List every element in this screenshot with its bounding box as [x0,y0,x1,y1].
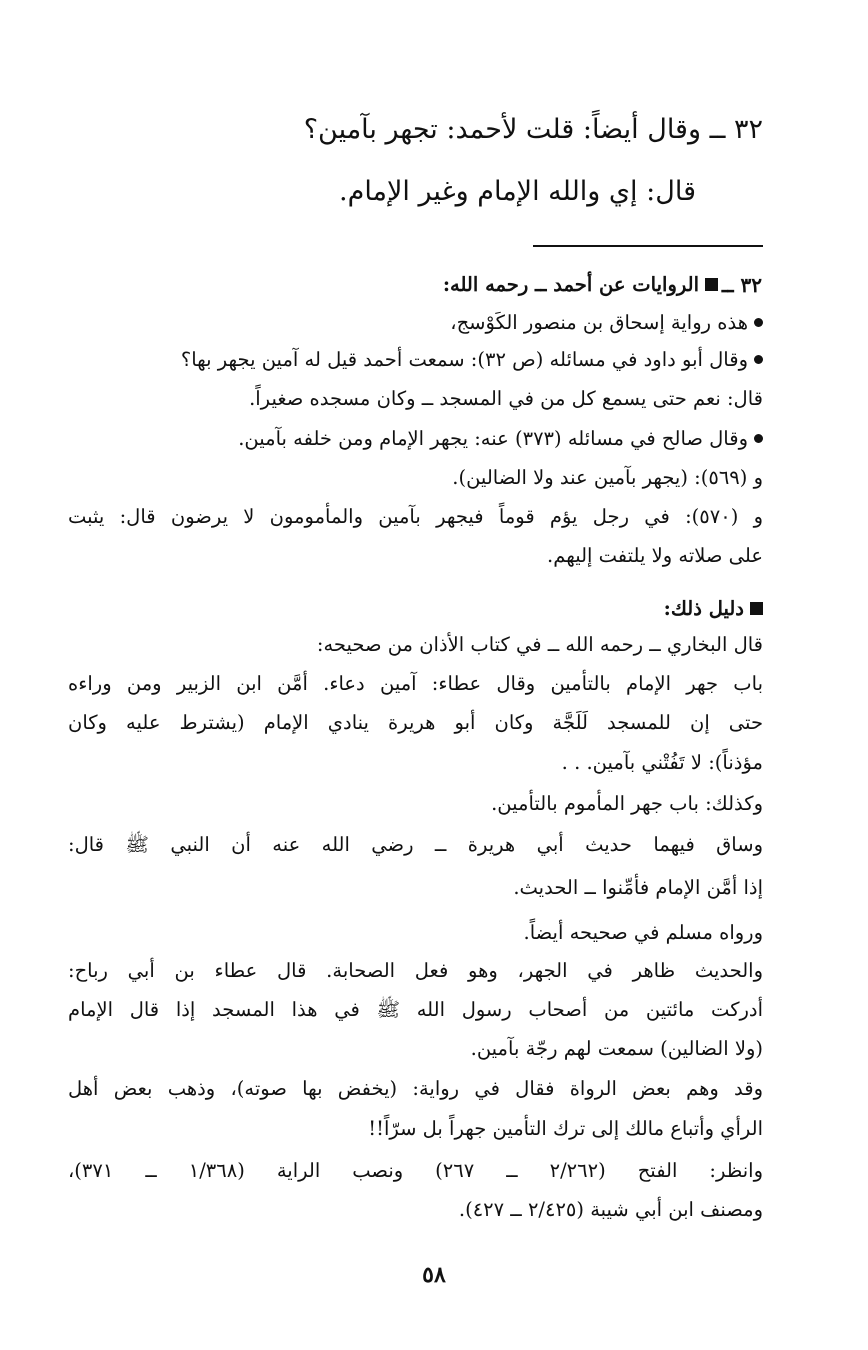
evidence-line-13 [68,1112,763,1146]
main-answer: قال: إي والله الإمام وغير الإمام. [339,176,696,207]
bullet-dot-icon [754,318,763,327]
evidence-line-15 [68,1193,763,1227]
evidence-heading [68,592,763,626]
evidence-line-text: مؤذناً): لا تَفُتْني بآمين. . . [561,751,763,774]
footnote-line-text: على صلاته ولا يلتفت إليهم. [547,544,763,567]
evidence-line-5 [68,787,763,821]
bullet-dot-icon [754,355,763,364]
square-bullet-icon [705,278,718,291]
main-text-line-2 [60,172,696,212]
evidence-line-9 [68,954,763,988]
evidence-line-text: وكذلك: باب جهر المأموم بالتأمين. [491,792,763,815]
evidence-line-text: وقد وهم بعض الرواة فقال في رواية: (يخفض بها صوته)، وذهب بعض أهل [68,1077,763,1100]
footnote-line-text: وقال أبو داود في مسائله (ص ٣٢): سمعت أحمد قيل له آمين يجهر بها؟ [180,348,748,371]
footnote-line-1 [68,306,763,340]
footnote-line-text: هذه رواية إسحاق بن منصور الكَوْسج، [450,311,748,334]
bullet-dot-icon [754,434,763,443]
evidence-line-text: حتى إن للمسجد لَلَجَّة وكان أبو هريرة ينادي الإمام (يشترط عليه وكان [68,711,763,734]
evidence-line-10 [68,993,763,1027]
evidence-line-14 [68,1154,763,1188]
evidence-line-text: إذا أمَّن الإمام فأمِّنوا ــ الحديث. [513,876,763,899]
footnote-line-4 [68,422,763,456]
page-number: ٥٨ [422,1262,446,1288]
evidence-line-text: أدركت مائتين من أصحاب رسول الله ﷺ في هذا المسجد إذا قال الإمام [68,998,763,1021]
evidence-line-8 [68,916,763,950]
evidence-line-text: والحديث ظاهر في الجهر، وهو فعل الصحابة. قال عطاء بن أبي رباح: [68,959,763,982]
main-text-line-1 [60,110,763,150]
footnote-line-7 [68,539,763,573]
footnote-heading [68,268,718,302]
evidence-line-2 [68,667,763,701]
footnote-separator [533,245,763,247]
evidence-line-1 [68,628,763,662]
evidence-heading-text: دليل ذلك: [663,597,744,620]
footnote-line-text: و (٥٦٩): (يجهر بآمين عند ولا الضالين). [452,466,763,489]
square-bullet-icon [750,602,763,615]
evidence-line-12 [68,1072,763,1106]
footnote-line-text: قال: نعم حتى يسمع كل من في المسجد ــ وكان مسجده صغيراً. [249,387,763,410]
evidence-line-text: وانظر: الفتح (٢/٢٦٢ ــ ٢٦٧) ونصب الراية (١/٣٦٨ ــ ٣٧١)، [68,1159,764,1182]
footnote-line-2 [68,343,763,377]
evidence-line-6 [68,828,763,862]
evidence-line-11 [68,1032,763,1066]
footnote-body [68,306,763,1226]
footnote-number: ٣٢ ــ [721,273,762,297]
evidence-line-text: الرأي وأتباع مالك إلى ترك التأمين جهراً بل سرّاً!! [368,1117,763,1140]
footnote-heading-text: الروايات عن أحمد ــ رحمه الله: [442,273,699,296]
evidence-line-text: وساق فيهما حديث أبي هريرة ــ رضي الله عنه أن النبي ﷺ قال: [68,833,763,856]
evidence-line-text: ومصنف ابن أبي شيبة (٢/٤٢٥ ــ ٤٢٧). [458,1198,763,1221]
footnote-line-text: و (٥٧٠): في رجل يؤم قوماً فيجهر بآمين والمأمومون لا يرضون قال: يثبت [68,505,763,528]
evidence-line-4 [68,746,763,780]
footnote-line-3 [68,382,763,416]
evidence-line-text: ورواه مسلم في صحيحه أيضاً. [523,921,763,944]
evidence-line-text: (ولا الضالين) سمعت لهم رجّة بآمين. [470,1037,763,1060]
footnote-line-5 [68,461,763,495]
evidence-line-7 [68,871,763,905]
evidence-line-text: باب جهر الإمام بالتأمين وقال عطاء: آمين دعاء. أمَّن ابن الزبير ومن وراءه [68,672,763,695]
evidence-line-text: قال البخاري ــ رحمه الله ــ في كتاب الأذان من صحيحه: [316,633,763,656]
footnote-line-text: وقال صالح في مسائله (٣٧٣) عنه: يجهر الإمام ومن خلفه بآمين. [238,427,748,450]
footnote-line-6 [68,500,763,534]
evidence-line-3 [68,706,763,740]
main-question: ٣٢ ــ وقال أيضاً: قلت لأحمد: تجهر بآمين؟ [303,114,763,145]
